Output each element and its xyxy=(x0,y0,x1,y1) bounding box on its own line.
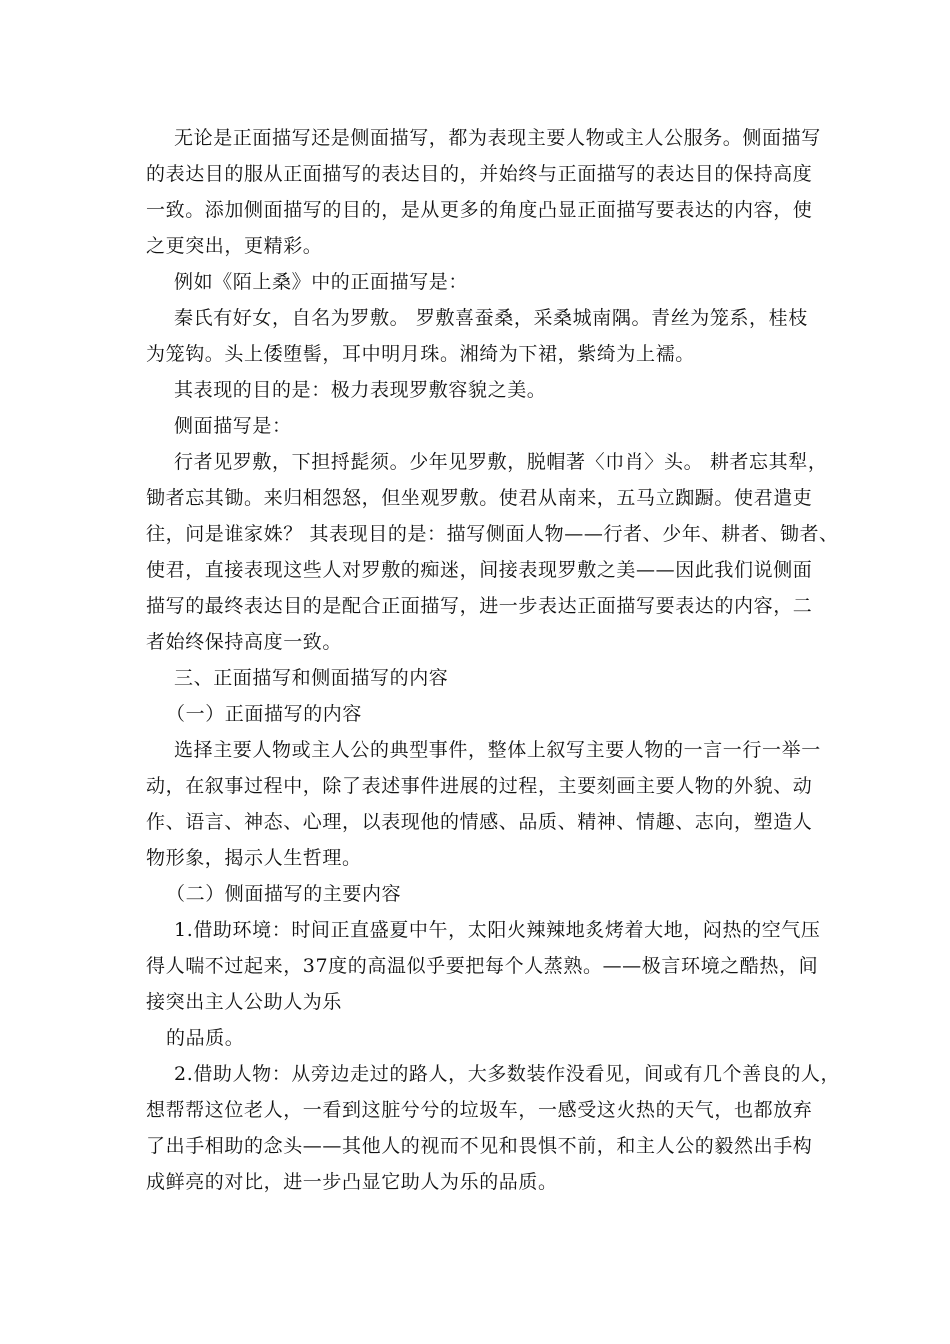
text-line: 1.借助环境：时间正直盛夏中午，太阳火辣辣地炙烤着大地，闷热的空气压 xyxy=(174,919,821,941)
text-line: 者始终保持高度一致。 xyxy=(146,631,343,653)
text-line: 的表达目的服从正面描写的表达目的，并始终与正面描写的表达目的保持高度 xyxy=(146,163,813,185)
text-line: 2.借助人物：从旁边走过的路人，大多数装作没看见，间或有几个善良的人， xyxy=(174,1063,841,1085)
text-line: 往，问是谁家姝？ 其表现目的是：描写侧面人物——行者、少年、耕者、锄者、 xyxy=(146,523,839,545)
text-line: 动，在叙事过程中，除了表述事件进展的过程，主要刻画主要人物的外貌、动 xyxy=(146,775,813,797)
text-line: 行者见罗敷，下担捋髭须。少年见罗敷，脱帽著〈巾肖〉头。 耕者忘其犁， xyxy=(174,451,828,473)
text-line: 想帮帮这位老人，一看到这脏兮兮的垃圾车，一感受这火热的天气，也都放弃 xyxy=(146,1099,813,1121)
text-line: 例如《陌上桑》中的正面描写是： xyxy=(174,271,469,293)
text-line: 无论是正面描写还是侧面描写，都为表现主要人物或主人公服务。侧面描写 xyxy=(174,127,821,149)
text-line: 作、语言、神态、心理，以表现他的情感、品质、精神、情趣、志向，塑造人 xyxy=(146,811,813,833)
text-line: 得人喘不过起来，37度的高温似乎要把每个人蒸熟。——极言环境之酷热，间 xyxy=(146,955,819,977)
text-line: 成鲜亮的对比，进一步凸显它助人为乐的品质。 xyxy=(146,1171,558,1193)
text-line: 为笼钩。头上倭堕髻，耳中明月珠。湘绮为下裙，紫绮为上襦。 xyxy=(146,343,695,365)
text-line: 接突出主人公助人为乐 xyxy=(146,991,343,1013)
section-heading: 三、正面描写和侧面描写的内容 xyxy=(174,667,449,689)
text-line: 了出手相助的念头——其他人的视而不见和畏惧不前，和主人公的毅然出手构 xyxy=(146,1135,813,1157)
text-line: 的品质。 xyxy=(166,1027,245,1049)
text-line: 选择主要人物或主人公的典型事件，整体上叙写主要人物的一言一行一举一 xyxy=(174,739,821,761)
text-line: 一致。添加侧面描写的目的，是从更多的角度凸显正面描写要表达的内容，使 xyxy=(146,199,813,221)
subsection-heading: （一）正面描写的内容 xyxy=(166,703,363,725)
text-line: 秦氏有好女，自名为罗敷。 罗敷喜蚕桑，采桑城南隅。青丝为笼系，桂枝 xyxy=(174,307,808,329)
text-line: 侧面描写是： xyxy=(174,415,292,437)
text-line: 其表现的目的是：极力表现罗敷容貌之美。 xyxy=(174,379,547,401)
subsection-heading: （二）侧面描写的主要内容 xyxy=(166,883,402,905)
text-line: 描写的最终表达目的是配合正面描写，进一步表达正面描写要表达的内容，二 xyxy=(146,595,813,617)
text-line: 物形象，揭示人生哲理。 xyxy=(146,847,362,869)
text-line: 之更突出，更精彩。 xyxy=(146,235,323,257)
text-line: 使君，直接表现这些人对罗敷的痴迷，间接表现罗敷之美——因此我们说侧面 xyxy=(146,559,813,581)
text-line: 锄者忘其锄。来归相怨怒，但坐观罗敷。使君从南来，五马立踟蹰。使君遣吏 xyxy=(146,487,813,509)
